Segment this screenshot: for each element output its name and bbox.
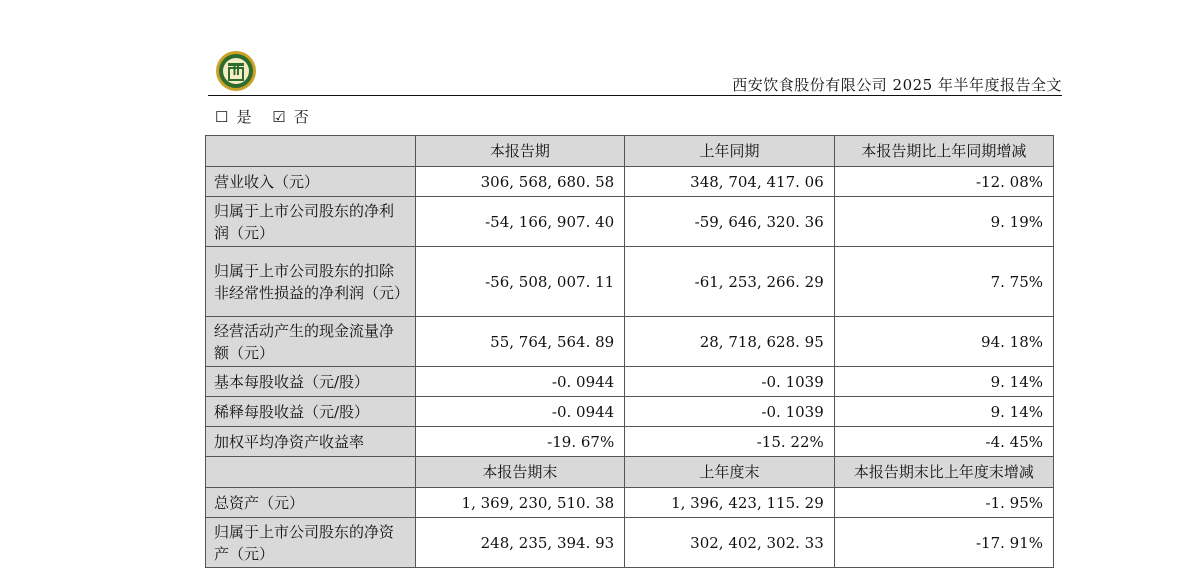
yes-label: 是 xyxy=(236,108,252,126)
prior-value-cell: 348, 704, 417. 06 xyxy=(625,167,835,197)
header-blank-cell xyxy=(206,136,416,167)
column-header: 本报告期 xyxy=(415,136,625,167)
prior-value-cell: -0. 1039 xyxy=(625,397,835,427)
table-row xyxy=(206,488,1054,518)
row-label: 归属于上市公司股东的净资产（元） xyxy=(206,518,416,568)
checked-box-icon: ☑ xyxy=(272,108,286,126)
company-seal-icon xyxy=(215,50,257,92)
current-value-cell: 1, 369, 230, 510. 38 xyxy=(415,488,625,518)
table-row xyxy=(206,197,1054,247)
balance-header-row xyxy=(206,457,1054,488)
financial-data-table xyxy=(205,135,1054,568)
column-header: 上年度末 xyxy=(625,457,835,488)
column-header: 本报告期末比上年度末增减 xyxy=(834,457,1053,488)
change-value-cell: -12. 08% xyxy=(834,167,1053,197)
period-header-row xyxy=(206,136,1054,167)
table-row xyxy=(206,397,1054,427)
table-row xyxy=(206,367,1054,397)
no-label: 否 xyxy=(293,108,309,126)
header-blank-cell xyxy=(206,457,416,488)
header-divider xyxy=(208,95,1062,96)
current-value-cell: -0. 0944 xyxy=(415,397,625,427)
prior-value-cell: -61, 253, 266. 29 xyxy=(625,247,835,317)
current-value-cell: -19. 67% xyxy=(415,427,625,457)
row-label: 归属于上市公司股东的净利润（元） xyxy=(206,197,416,247)
change-value-cell: 94. 18% xyxy=(834,317,1053,367)
change-value-cell: 9. 14% xyxy=(834,397,1053,427)
change-value-cell: -17. 91% xyxy=(834,518,1053,568)
prior-value-cell: -15. 22% xyxy=(625,427,835,457)
current-value-cell: 306, 568, 680. 58 xyxy=(415,167,625,197)
change-value-cell: 7. 75% xyxy=(834,247,1053,317)
unchecked-box-icon: ☐ xyxy=(215,108,229,126)
change-value-cell: 9. 14% xyxy=(834,367,1053,397)
prior-value-cell: -59, 646, 320. 36 xyxy=(625,197,835,247)
row-label: 经营活动产生的现金流量净额（元） xyxy=(206,317,416,367)
prior-value-cell: 302, 402, 302. 33 xyxy=(625,518,835,568)
prior-value-cell: 28, 718, 628. 95 xyxy=(625,317,835,367)
change-value-cell: 9. 19% xyxy=(834,197,1053,247)
yes-no-checkbox-line xyxy=(215,106,325,127)
current-value-cell: -54, 166, 907. 40 xyxy=(415,197,625,247)
current-value-cell: 248, 235, 394. 93 xyxy=(415,518,625,568)
yes-option xyxy=(215,108,264,126)
table-row xyxy=(206,317,1054,367)
table-row xyxy=(206,518,1054,568)
table-row xyxy=(206,427,1054,457)
table-row xyxy=(206,247,1054,317)
row-label: 稀释每股收益（元/股） xyxy=(206,397,416,427)
row-label: 加权平均净资产收益率 xyxy=(206,427,416,457)
table-row xyxy=(206,167,1054,197)
column-header: 上年同期 xyxy=(625,136,835,167)
current-value-cell: -56, 508, 007. 11 xyxy=(415,247,625,317)
prior-value-cell: 1, 396, 423, 115. 29 xyxy=(625,488,835,518)
column-header: 本报告期末 xyxy=(415,457,625,488)
row-label: 总资产（元） xyxy=(206,488,416,518)
no-option xyxy=(272,108,316,126)
change-value-cell: -4. 45% xyxy=(834,427,1053,457)
row-label: 营业收入（元） xyxy=(206,167,416,197)
report-title: 西安饮食股份有限公司 2025 年半年度报告全文 xyxy=(732,76,1062,94)
change-value-cell: -1. 95% xyxy=(834,488,1053,518)
prior-value-cell: -0. 1039 xyxy=(625,367,835,397)
row-label: 基本每股收益（元/股） xyxy=(206,367,416,397)
column-header: 本报告期比上年同期增减 xyxy=(834,136,1053,167)
current-value-cell: 55, 764, 564. 89 xyxy=(415,317,625,367)
current-value-cell: -0. 0944 xyxy=(415,367,625,397)
row-label: 归属于上市公司股东的扣除非经常性损益的净利润（元） xyxy=(206,247,416,317)
